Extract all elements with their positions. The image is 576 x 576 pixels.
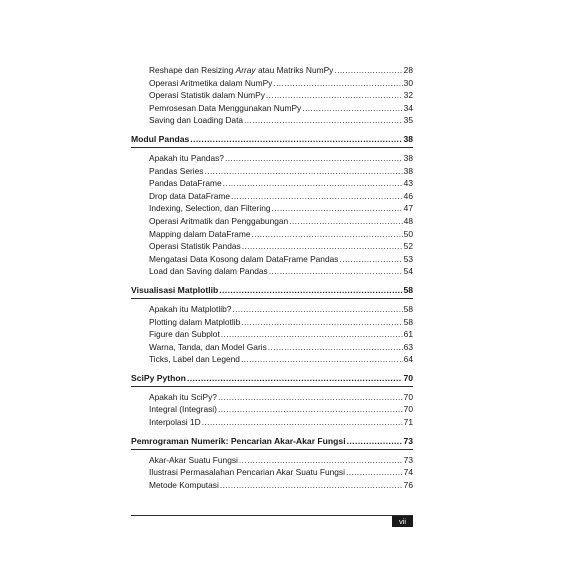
entry-title: Apakah itu Matplotlib? <box>149 303 232 314</box>
entry-title: Figure dan Subplot <box>149 329 220 340</box>
toc-entry[interactable] <box>131 403 413 416</box>
dot-leader <box>269 265 403 278</box>
toc-entry[interactable] <box>131 190 413 203</box>
chapter-page-number: 70 <box>403 372 413 383</box>
dot-leader <box>339 253 402 266</box>
dot-leader <box>239 454 403 467</box>
entry-page-number: 70 <box>403 404 413 415</box>
toc-section <box>131 64 413 127</box>
toc-entry[interactable] <box>131 114 413 127</box>
table-of-contents <box>131 64 413 491</box>
entry-title: Interpolasi 1D <box>149 417 201 428</box>
dot-leader <box>241 353 403 366</box>
toc-entry[interactable] <box>131 215 413 228</box>
dot-leader <box>225 152 403 165</box>
chapter-page-number: 73 <box>403 435 413 446</box>
entry-page-number: 53 <box>403 253 413 264</box>
dot-leader <box>273 77 402 90</box>
dot-leader <box>231 190 403 203</box>
entry-page-number: 46 <box>403 190 413 201</box>
toc-section <box>131 133 413 278</box>
entry-page-number: 76 <box>403 479 413 490</box>
dot-leader <box>268 341 403 354</box>
entry-title: Operasi Aritmatik dan Penggabungan <box>149 215 289 226</box>
dot-leader <box>220 479 403 492</box>
dot-leader <box>242 240 403 253</box>
entry-title: Pemrosesan Data Menggunakan NumPy <box>149 102 302 113</box>
toc-section <box>131 435 413 492</box>
entry-page-number: 35 <box>403 115 413 126</box>
entry-title: Pandas Series <box>149 165 204 176</box>
entry-title: Apakah itu SciPy? <box>149 391 217 402</box>
toc-entry[interactable] <box>131 64 413 77</box>
dot-leader <box>241 316 402 329</box>
toc-entry[interactable] <box>131 353 413 366</box>
entry-page-number: 32 <box>403 90 413 101</box>
entry-title: Akar-Akar Suatu Fungsi <box>149 454 238 465</box>
entry-title: Indexing, Selection, dan Filtering <box>149 203 271 214</box>
entry-page-number: 71 <box>403 417 413 428</box>
entry-title: Load dan Saving dalam Pandas <box>149 266 268 277</box>
toc-entry[interactable] <box>131 479 413 492</box>
entry-title: Ilustrasi Permasalahan Pencarian Akar Suatu Fungsi <box>149 467 345 478</box>
chapter-page-number: 38 <box>403 133 413 144</box>
entry-title: Mapping dalam DataFrame <box>149 228 251 239</box>
entry-title: Apakah itu Pandas? <box>149 152 224 163</box>
entry-page-number: 64 <box>403 354 413 365</box>
toc-entry[interactable] <box>131 328 413 341</box>
entry-page-number: 63 <box>403 341 413 352</box>
dot-leader <box>302 102 402 115</box>
footer-rule <box>131 515 413 516</box>
dot-leader <box>266 89 403 102</box>
entry-page-number: 70 <box>403 391 413 402</box>
entry-title-part: atau Matriks NumPy <box>255 65 334 75</box>
toc-entry[interactable] <box>131 341 413 354</box>
entry-title <box>149 64 333 77</box>
toc-section <box>131 284 413 366</box>
entry-page-number: 52 <box>403 241 413 252</box>
entry-page-number: 73 <box>403 454 413 465</box>
toc-entry[interactable] <box>131 303 413 316</box>
toc-entry[interactable] <box>131 152 413 165</box>
entry-title: Metode Komputasi <box>149 479 219 490</box>
entry-title: Mengatasi Data Kosong dalam DataFrame Pandas <box>149 253 339 264</box>
entry-page-number: 28 <box>403 65 413 75</box>
entry-title-part: Reshape dan Resizing <box>149 65 236 75</box>
page-number: vii <box>392 516 413 527</box>
toc-entry[interactable] <box>131 466 413 479</box>
entry-page-number: 58 <box>403 303 413 314</box>
dot-leader <box>218 391 403 404</box>
toc-entry[interactable] <box>131 77 413 90</box>
dot-leader <box>218 403 403 416</box>
toc-chapter[interactable] <box>131 372 413 387</box>
entry-title: Drop data DataFrame <box>149 190 230 201</box>
entry-title: Ticks, Label dan Legend <box>149 354 240 365</box>
toc-entry[interactable] <box>131 177 413 190</box>
entry-page-number: 38 <box>403 165 413 176</box>
dot-leader <box>187 372 403 384</box>
dot-leader <box>232 303 402 316</box>
chapter-title: Modul Pandas <box>131 133 190 144</box>
chapter-title: SciPy Python <box>131 372 186 383</box>
entry-title: Warna, Tanda, dan Model Garis <box>149 341 267 352</box>
toc-entry[interactable] <box>131 202 413 215</box>
dot-leader <box>219 284 402 296</box>
toc-entry[interactable] <box>131 253 413 266</box>
entry-page-number: 58 <box>403 316 413 327</box>
dot-leader <box>202 416 403 429</box>
entry-page-number: 54 <box>403 266 413 277</box>
toc-chapter[interactable] <box>131 435 413 450</box>
dot-leader <box>289 215 402 228</box>
entry-title-emphasis: Array <box>235 65 256 75</box>
chapter-page-number: 58 <box>403 284 413 295</box>
entry-page-number: 30 <box>403 77 413 88</box>
toc-entry[interactable] <box>131 228 413 241</box>
entry-title: Saving dan Loading Data <box>149 115 244 126</box>
dot-leader <box>244 114 403 127</box>
chapter-title: Visualisasi Matplotlib <box>131 284 219 295</box>
dot-leader <box>223 177 403 190</box>
toc-chapter[interactable] <box>131 133 413 148</box>
dot-leader <box>251 228 402 241</box>
dot-leader <box>221 328 403 341</box>
toc-entry[interactable] <box>131 265 413 278</box>
entry-page-number: 43 <box>403 178 413 189</box>
toc-entry[interactable] <box>131 165 413 178</box>
toc-section <box>131 372 413 429</box>
entry-page-number: 38 <box>403 152 413 163</box>
entry-title: Integral (Integrasi) <box>149 404 217 415</box>
entry-title: Operasi Statistik dalam NumPy <box>149 90 265 101</box>
dot-leader <box>272 202 403 215</box>
toc-entry[interactable] <box>131 391 413 404</box>
entry-page-number: 50 <box>403 228 413 239</box>
entry-title: Operasi Aritmetika dalam NumPy <box>149 77 273 88</box>
toc-chapter[interactable] <box>131 284 413 299</box>
entry-page-number: 74 <box>403 467 413 478</box>
entry-page-number: 34 <box>403 102 413 113</box>
entry-title: Plotting dalam Matplotlib <box>149 316 241 327</box>
dot-leader <box>334 64 402 77</box>
toc-entry[interactable] <box>131 240 413 253</box>
toc-entry[interactable] <box>131 416 413 429</box>
toc-entry[interactable] <box>131 89 413 102</box>
entry-page-number: 61 <box>403 329 413 340</box>
toc-entry[interactable] <box>131 102 413 115</box>
chapter-title: Pemrograman Numerik: Pencarian Akar-Akar Fungsi <box>131 435 346 446</box>
entry-title: Pandas DataFrame <box>149 178 222 189</box>
entry-title: Operasi Statistik Pandas <box>149 241 241 252</box>
entry-page-number: 47 <box>403 203 413 214</box>
toc-entry[interactable] <box>131 454 413 467</box>
toc-entry[interactable] <box>131 316 413 329</box>
entry-page-number: 48 <box>403 215 413 226</box>
dot-leader <box>346 466 403 479</box>
dot-leader <box>347 435 403 447</box>
dot-leader <box>204 165 402 178</box>
dot-leader <box>190 133 402 145</box>
